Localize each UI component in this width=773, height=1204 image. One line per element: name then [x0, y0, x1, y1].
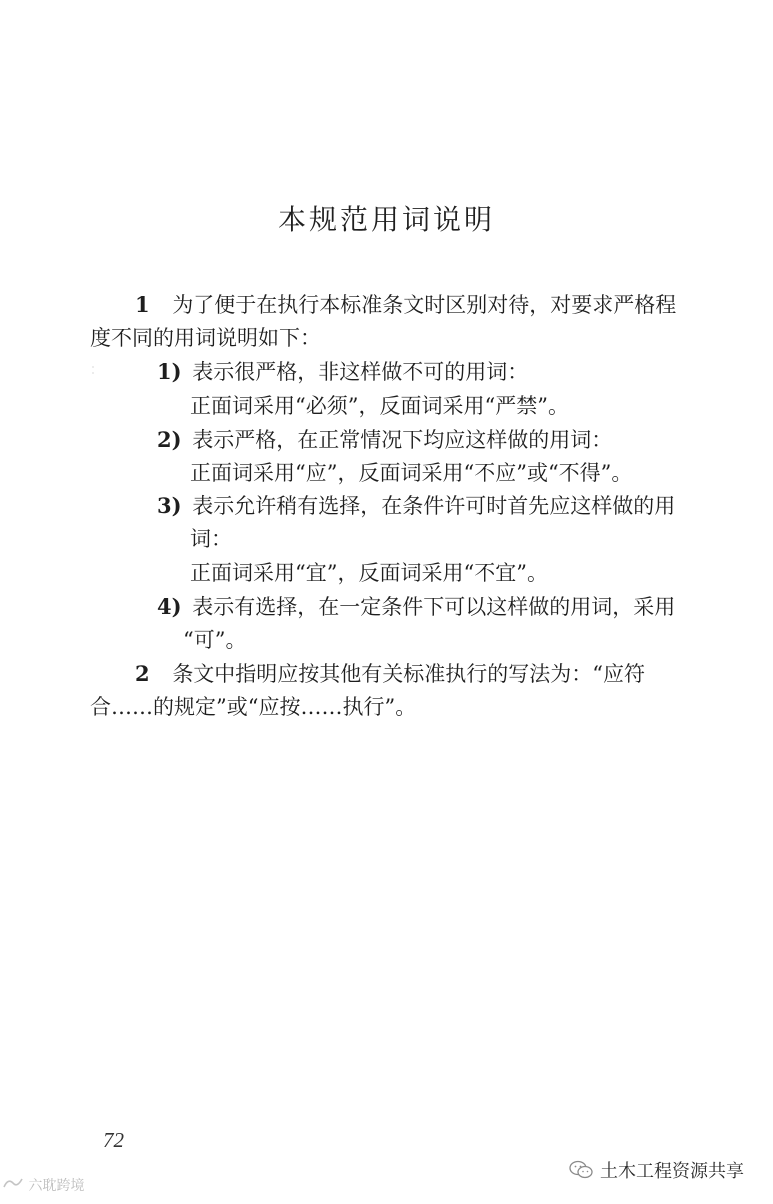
list-item-4-line-1	[157, 592, 675, 622]
clause-number: 1	[135, 292, 150, 317]
wechat-icon	[568, 1160, 594, 1180]
watermark-right-text: 土木工程资源共享	[600, 1161, 744, 1182]
clause-1-line-2: 度不同的用词说明如下：	[90, 326, 321, 350]
list-item-1-line-2: 正面词采用“必须”，反面词采用“严禁”。	[190, 394, 569, 418]
item-text: 表示严格，在正常情况下均应这样做的用词：	[192, 428, 613, 452]
list-item-3-line-1	[157, 491, 675, 521]
list-item-3-line-2: 词：	[190, 527, 232, 551]
page-number: 72	[103, 1128, 124, 1152]
clause-1-line-1	[135, 290, 676, 320]
item-number: 2)	[157, 427, 182, 452]
list-item-3-line-3: 正面词采用“宜”，反面词采用“不宜”。	[190, 561, 548, 585]
clause-number: 2	[135, 661, 150, 686]
page-title: 本规范用词说明	[277, 203, 495, 236]
clause-2-line-1	[135, 659, 645, 689]
watermark-left-text: 六耽跨境	[28, 1178, 85, 1194]
item-text: 表示很严格，非这样做不可的用词：	[192, 360, 529, 384]
item-number: 1)	[157, 359, 182, 384]
clause-text: 条文中指明应按其他有关标准执行的写法为：“应符	[172, 662, 646, 686]
watermark-right	[568, 1157, 744, 1183]
item-number: 4)	[157, 594, 182, 619]
clause-2-line-2: 合……的规定”或“应按……执行”。	[90, 695, 417, 719]
list-item-4-line-2: “可”。	[183, 628, 247, 652]
item-number: 3)	[157, 493, 182, 518]
list-item-2-line-1	[157, 425, 612, 455]
list-item-1-line-1	[157, 357, 528, 387]
list-item-2-line-2: 正面词采用“应”，反面词采用“不应”或“不得”。	[190, 461, 633, 485]
item-text: 表示允许稍有选择，在条件许可时首先应这样做的用	[192, 494, 676, 518]
clause-text: 为了便于在执行本标准条文时区别对待，对要求严格程	[172, 293, 677, 317]
scan-specks	[92, 360, 95, 370]
item-text: 表示有选择，在一定条件下可以这样做的用词，采用	[192, 595, 676, 619]
watermark-left	[2, 1175, 84, 1195]
watermark-logo-icon	[2, 1178, 28, 1194]
